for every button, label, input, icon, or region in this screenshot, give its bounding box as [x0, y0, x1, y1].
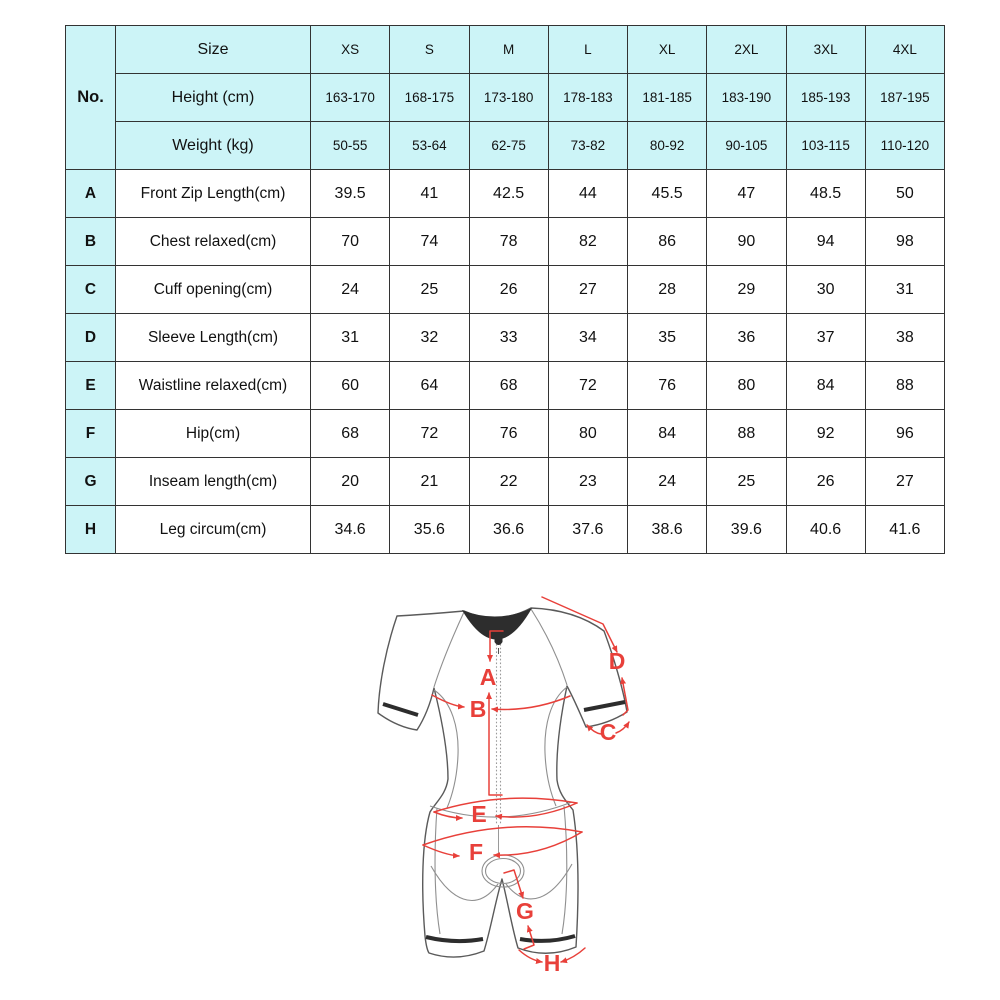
measure-row-label: Hip(cm): [116, 410, 311, 458]
measure-value: 24: [311, 266, 390, 314]
measure-value: 40.6: [786, 506, 865, 554]
measure-value: 78: [469, 218, 548, 266]
spec-value: 50-55: [311, 122, 390, 170]
measure-value: 90: [707, 218, 786, 266]
measure-value: 45.5: [628, 170, 707, 218]
measure-value: 36: [707, 314, 786, 362]
measure-value: 88: [865, 362, 944, 410]
table-row-spec: [66, 74, 945, 122]
table-row-G: [66, 458, 945, 506]
garment-outline: [378, 608, 627, 957]
measure-value: 84: [628, 410, 707, 458]
measure-value: 39.6: [707, 506, 786, 554]
diagram-marker-b: B: [469, 696, 487, 722]
spec-value: 62-75: [469, 122, 548, 170]
table-row-A: [66, 170, 945, 218]
diagram-marker-h: H: [543, 950, 561, 976]
measure-value: 32: [390, 314, 469, 362]
spec-row-label: Weight (kg): [116, 122, 311, 170]
measure-value: 25: [390, 266, 469, 314]
measure-value: 38: [865, 314, 944, 362]
spec-value: 90-105: [707, 122, 786, 170]
measure-value: 34: [548, 314, 627, 362]
measure-value: 20: [311, 458, 390, 506]
measure-value: 74: [390, 218, 469, 266]
size-col-header: 3XL: [786, 26, 865, 74]
spec-value: 110-120: [865, 122, 944, 170]
spec-value: 73-82: [548, 122, 627, 170]
measure-row-label: Cuff opening(cm): [116, 266, 311, 314]
measure-value: 47: [707, 170, 786, 218]
measure-value: 76: [628, 362, 707, 410]
measure-value: 21: [390, 458, 469, 506]
measure-value: 80: [707, 362, 786, 410]
measure-value: 26: [786, 458, 865, 506]
corner-label: No.: [66, 26, 116, 170]
diagram-marker-d: D: [608, 648, 626, 674]
measure-value: 37.6: [548, 506, 627, 554]
measure-value: 42.5: [469, 170, 548, 218]
measure-value: 39.5: [311, 170, 390, 218]
spec-value: 185-193: [786, 74, 865, 122]
measure-value: 41: [390, 170, 469, 218]
measure-value: 36.6: [469, 506, 548, 554]
measure-value: 80: [548, 410, 627, 458]
measure-row-label: Waistline relaxed(cm): [116, 362, 311, 410]
measure-value: 34.6: [311, 506, 390, 554]
size-col-header: L: [548, 26, 627, 74]
measure-value: 31: [311, 314, 390, 362]
row-letter-G: G: [66, 458, 116, 506]
measure-value: 64: [390, 362, 469, 410]
spec-value: 163-170: [311, 74, 390, 122]
spec-value: 178-183: [548, 74, 627, 122]
table-row-F: [66, 410, 945, 458]
size-col-header: 4XL: [865, 26, 944, 74]
measure-value: 38.6: [628, 506, 707, 554]
table-row-C: [66, 266, 945, 314]
measure-value: 22: [469, 458, 548, 506]
table-row-spec: [66, 122, 945, 170]
measure-value: 48.5: [786, 170, 865, 218]
spec-value: 103-115: [786, 122, 865, 170]
measure-value: 41.6: [865, 506, 944, 554]
measure-line-C: [616, 722, 629, 733]
measure-value: 82: [548, 218, 627, 266]
measure-row-label: Inseam length(cm): [116, 458, 311, 506]
measure-value: 70: [311, 218, 390, 266]
size-col-header: XS: [311, 26, 390, 74]
measure-value: 96: [865, 410, 944, 458]
measure-value: 84: [786, 362, 865, 410]
measure-value: 86: [628, 218, 707, 266]
measure-value: 92: [786, 410, 865, 458]
size-table: [65, 25, 945, 554]
measure-value: 60: [311, 362, 390, 410]
diagram-marker-a: A: [479, 664, 497, 690]
spec-row-label: Height (cm): [116, 74, 311, 122]
measure-value: 30: [786, 266, 865, 314]
diagram-marker-e: E: [471, 801, 487, 827]
spec-value: 168-175: [390, 74, 469, 122]
row-letter-B: B: [66, 218, 116, 266]
measure-value: 27: [548, 266, 627, 314]
size-row-label: Size: [116, 26, 311, 74]
spec-value: 181-185: [628, 74, 707, 122]
size-col-header: XL: [628, 26, 707, 74]
row-letter-H: H: [66, 506, 116, 554]
measure-value: 68: [311, 410, 390, 458]
spec-value: 173-180: [469, 74, 548, 122]
spec-value: 80-92: [628, 122, 707, 170]
measure-value: 72: [390, 410, 469, 458]
table-row-size: [66, 26, 945, 74]
row-letter-E: E: [66, 362, 116, 410]
size-col-header: S: [390, 26, 469, 74]
measure-value: 23: [548, 458, 627, 506]
measure-value: 72: [548, 362, 627, 410]
diagram-marker-c: C: [599, 719, 617, 745]
measure-value: 29: [707, 266, 786, 314]
measure-value: 25: [707, 458, 786, 506]
garment-diagram: [350, 582, 690, 1000]
measure-value: 44: [548, 170, 627, 218]
measure-value: 94: [786, 218, 865, 266]
measure-value: 35: [628, 314, 707, 362]
measure-value: 35.6: [390, 506, 469, 554]
measure-row-label: Leg circum(cm): [116, 506, 311, 554]
size-table-body: [66, 26, 945, 554]
measure-value: 76: [469, 410, 548, 458]
measure-value: 26: [469, 266, 548, 314]
diagram-marker-g: G: [516, 898, 534, 924]
table-row-B: [66, 218, 945, 266]
diagram-marker-f: F: [468, 839, 484, 865]
measure-row-label: Front Zip Length(cm): [116, 170, 311, 218]
measure-value: 27: [865, 458, 944, 506]
spec-value: 53-64: [390, 122, 469, 170]
spec-value: 187-195: [865, 74, 944, 122]
measure-value: 50: [865, 170, 944, 218]
row-letter-C: C: [66, 266, 116, 314]
measure-row-label: Chest relaxed(cm): [116, 218, 311, 266]
size-col-header: 2XL: [707, 26, 786, 74]
measure-value: 33: [469, 314, 548, 362]
row-letter-D: D: [66, 314, 116, 362]
measure-value: 68: [469, 362, 548, 410]
measure-value: 98: [865, 218, 944, 266]
measure-value: 28: [628, 266, 707, 314]
measure-row-label: Sleeve Length(cm): [116, 314, 311, 362]
size-col-header: M: [469, 26, 548, 74]
row-letter-A: A: [66, 170, 116, 218]
measure-value: 31: [865, 266, 944, 314]
measure-value: 37: [786, 314, 865, 362]
table-row-E: [66, 362, 945, 410]
measure-value: 24: [628, 458, 707, 506]
table-row-H: [66, 506, 945, 554]
table-row-D: [66, 314, 945, 362]
measure-value: 88: [707, 410, 786, 458]
spec-value: 183-190: [707, 74, 786, 122]
row-letter-F: F: [66, 410, 116, 458]
